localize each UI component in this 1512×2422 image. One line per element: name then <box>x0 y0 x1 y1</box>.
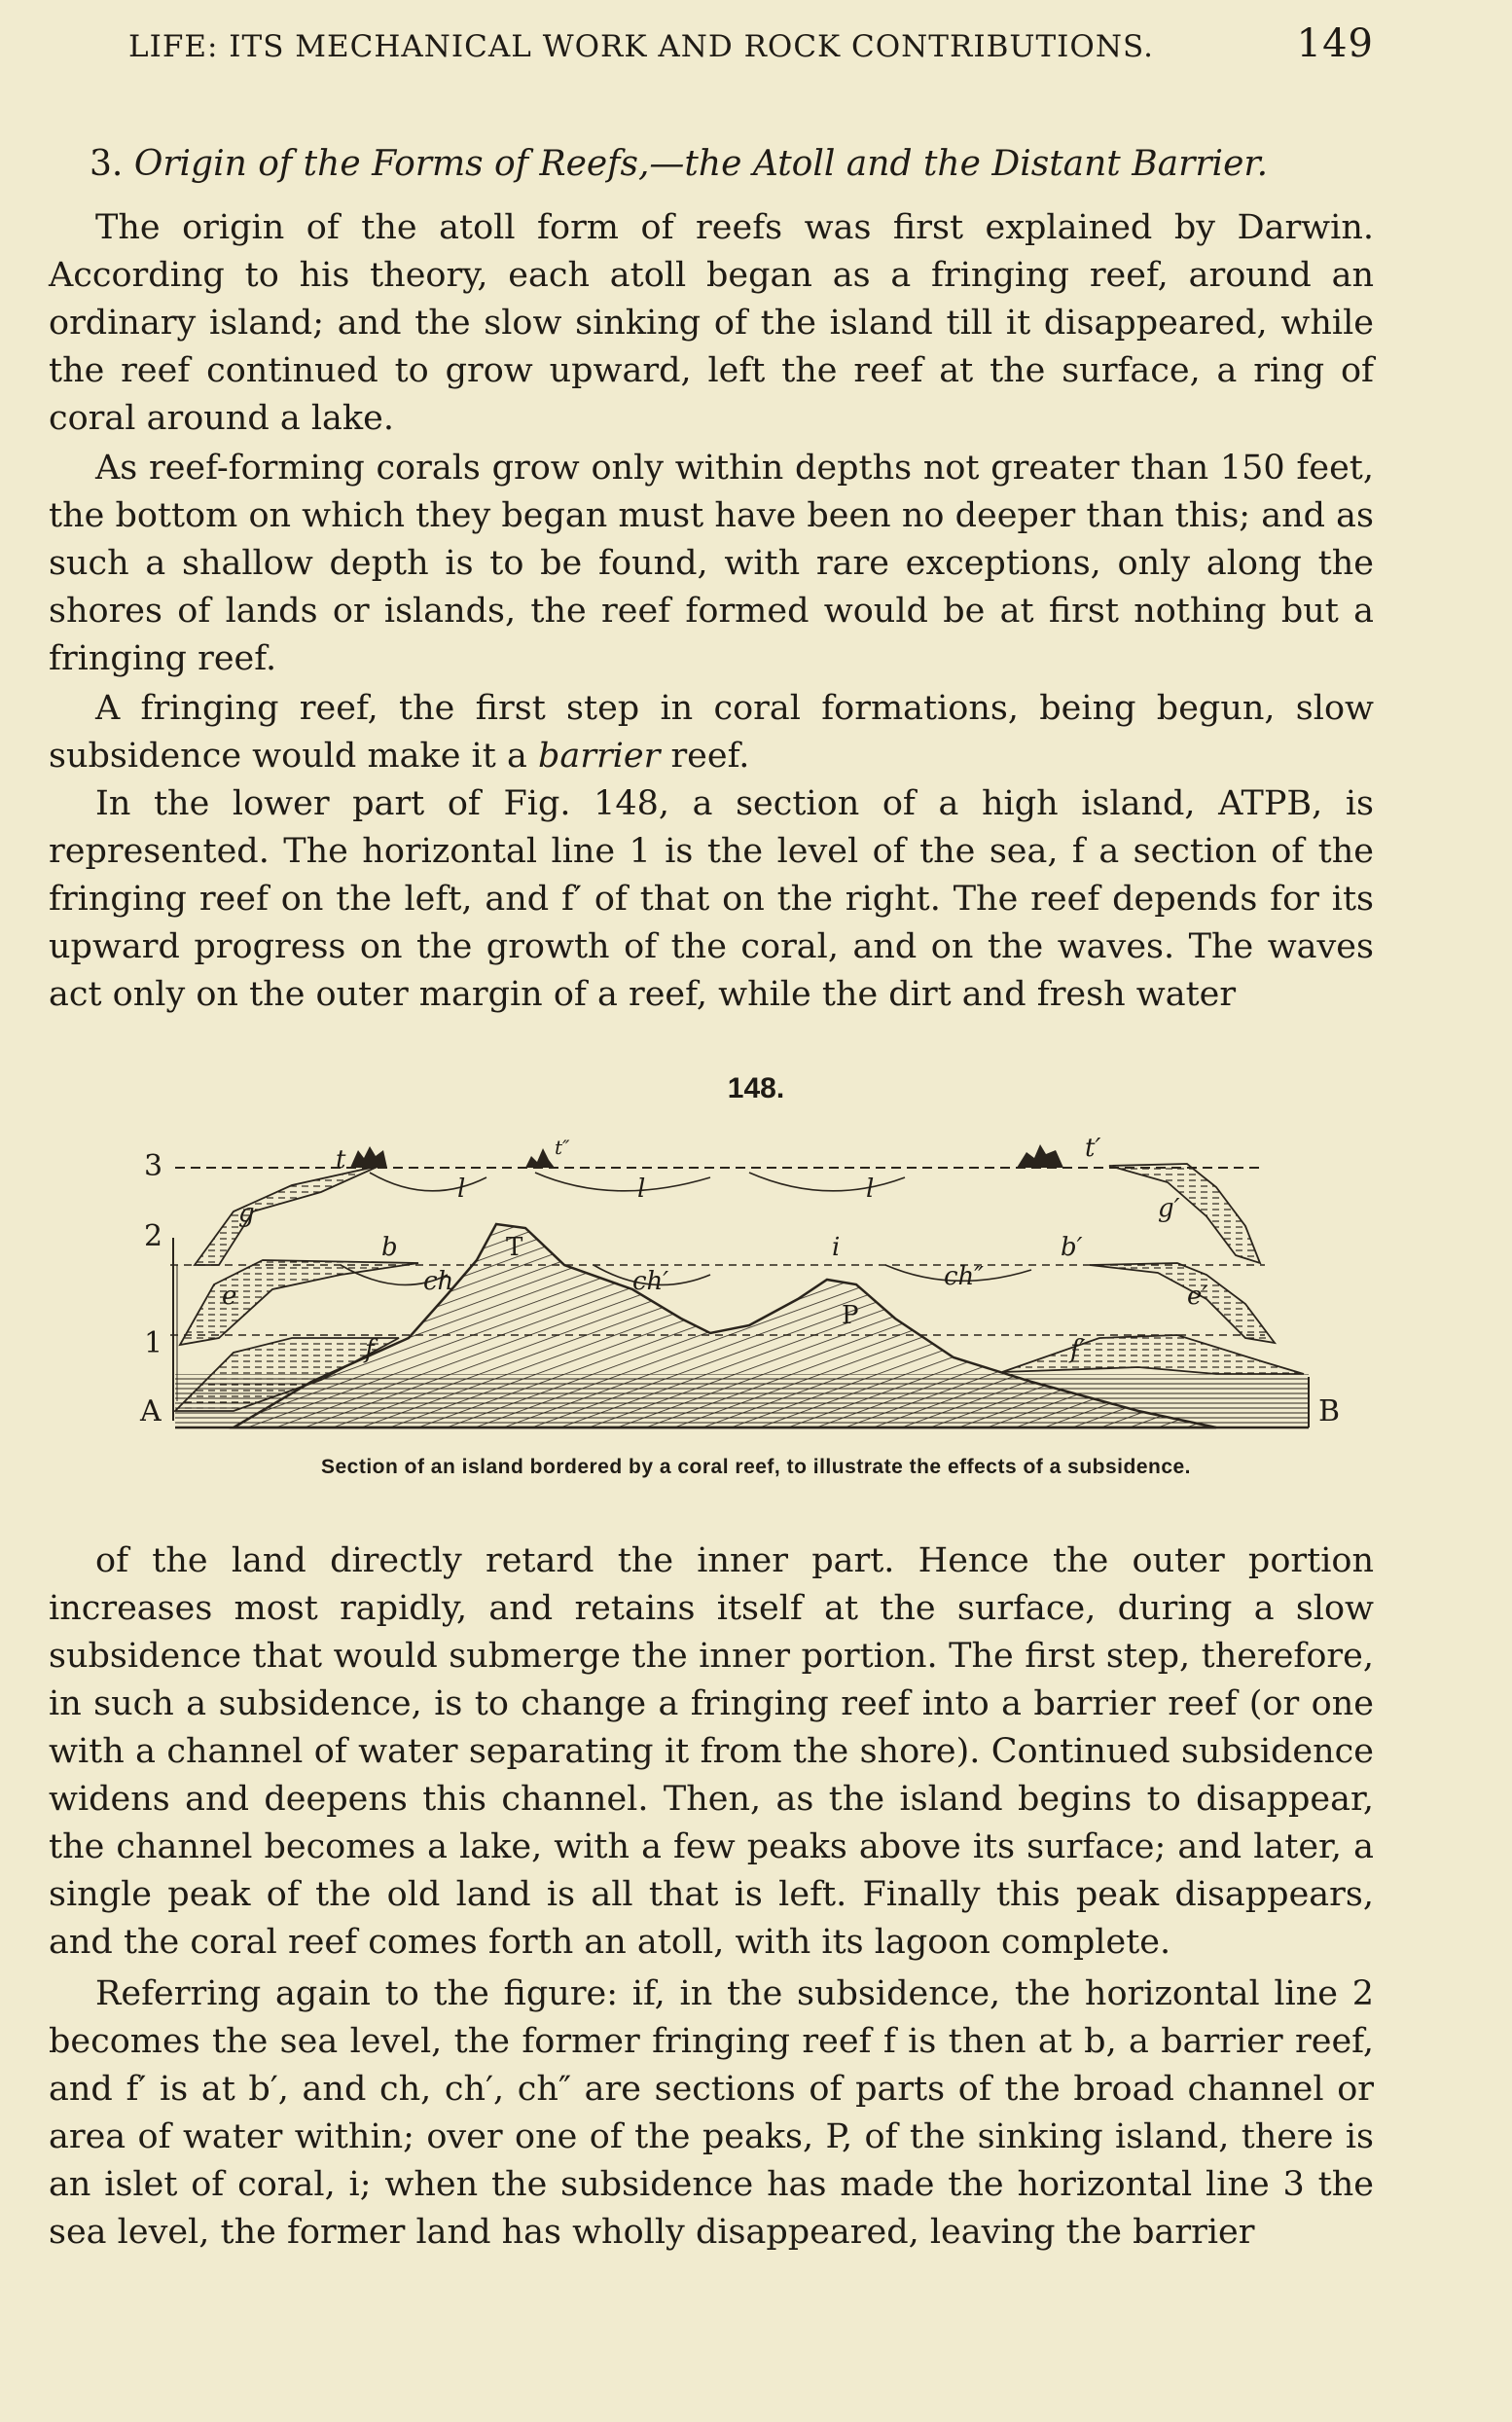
label-f-prime: f′ <box>1070 1335 1086 1364</box>
label-e-prime: e′ <box>1187 1282 1208 1311</box>
label-ch: ch <box>423 1267 454 1296</box>
lagoon-curve-3 <box>749 1173 905 1191</box>
islet-t-dprime <box>525 1148 555 1168</box>
atoll-reef-left <box>195 1166 379 1265</box>
label-l-3: l <box>866 1175 875 1204</box>
islet-t-prime <box>1017 1144 1063 1168</box>
figure-148-diagram <box>126 1119 1341 1450</box>
label-b: b <box>381 1233 398 1262</box>
paragraph-3-italic: barrier <box>537 737 661 776</box>
section-number: 3. <box>90 144 124 184</box>
paragraph-6: Referring again to the figure: if, in the subsidence, the horizontal line 2 becomes the sea level, the former fringing reef f is then at b, a barrier reef, and f′ is at b′, and ch, ch′, ch″ are sections of parts of the broad channel or area of water within; over one of the peaks, P, of the sinking island, there is an islet of coral, i; when the subsidence has made the horizontal line 3 the sea level, the former land has wholly disappeared, leaving the barrier <box>49 1974 1374 2252</box>
paragraph-5: of the land directly retard the inner part. Hence the outer portion increases most rapidly, and retains itself at the surface, during a slow subsidence that would submerge the inner portion. The first step, therefore, in such a subsidence, is to change a fringing reef into a barrier reef (or one with a channel of water separating it from the shore). Continued subsidence widens and deepens this channel. Then, as the island begins to disappear, the channel becomes a lake, with a few peaks above its surface; and later, a single peak of the old land is all that is left. Finally this peak disappears, and the coral reef comes forth an atoll, with its lagoon complete. <box>49 1541 1374 1962</box>
label-P: P <box>842 1301 859 1330</box>
paragraph-3-part-a: A fringing reef, the first step in coral formations, being begun, slow subsidence would make it a <box>49 689 1374 776</box>
label-g: g <box>238 1199 255 1228</box>
paragraph-2: As reef-forming corals grow only within depths not greater than 150 feet, the bottom on which they began must have been no deeper than this; and as such a shallow depth is to be found, with rare exceptions, only along the shores of lands or islands, the reef formed would be at first nothing but a fringing reef. <box>49 449 1374 678</box>
label-l-2: l <box>637 1175 646 1204</box>
figure-caption: Section of an island bordered by a coral reef, to illustrate the effects of a subsidence. <box>320 1456 1192 1478</box>
label-g-prime: g′ <box>1158 1194 1180 1223</box>
page-number: 149 <box>1296 21 1374 66</box>
paragraph-1: The origin of the atoll form of reefs was first explained by Darwin. According to his theory, each atoll began as a fringing reef, around an ordinary island; and the slow sinking of the island till it disappeared, while the reef continued to grow upward, left the reef at the surface, a ring of coral around a lake. <box>49 208 1374 438</box>
islet-t <box>350 1146 387 1168</box>
label-b-prime: b′ <box>1061 1233 1083 1262</box>
label-line-1: 1 <box>144 1326 163 1360</box>
label-B: B <box>1318 1394 1341 1428</box>
label-line-2: 2 <box>144 1219 163 1253</box>
label-T: T <box>506 1233 523 1262</box>
label-ch-dprime: ch″ <box>944 1262 985 1291</box>
section-title: Origin of the Forms of Reefs,—the Atoll and the Distant Barrier. <box>133 144 1269 184</box>
figure-number: 148. <box>727 1072 785 1104</box>
label-t-dprime: t″ <box>555 1136 570 1159</box>
lagoon-curve-2 <box>535 1173 710 1191</box>
paragraph-4: In the lower part of Fig. 148, a section of a high island, ATPB, is represented. The horizontal line 1 is the level of the sea, f a section of the fringing reef on the left, and f′ of that on the right. The reef depends for its upward progress on the growth of the coral, and on the waves. The waves act only on the outer margin of a reef, while the dirt and fresh water <box>49 784 1374 1014</box>
label-t: t <box>336 1145 346 1175</box>
running-title: LIFE: ITS MECHANICAL WORK AND ROCK CONTRIBUTIONS. <box>128 29 1154 64</box>
paragraph-3-part-c: reef. <box>660 737 750 776</box>
label-t-prime: t′ <box>1085 1134 1101 1163</box>
atoll-reef-right <box>1109 1164 1260 1263</box>
barrier-reef-right <box>1090 1263 1275 1343</box>
label-f: f <box>365 1335 375 1364</box>
label-e: e <box>222 1282 237 1311</box>
paragraph-3 <box>49 685 1374 780</box>
section-heading <box>90 144 1374 184</box>
label-A: A <box>140 1394 162 1428</box>
label-ch-prime: ch′ <box>632 1267 669 1296</box>
label-i: i <box>832 1233 841 1262</box>
lagoon-curve-1 <box>370 1173 486 1191</box>
label-l-1: l <box>457 1175 466 1204</box>
label-line-3: 3 <box>144 1149 163 1183</box>
barrier-reef-left <box>180 1260 418 1345</box>
